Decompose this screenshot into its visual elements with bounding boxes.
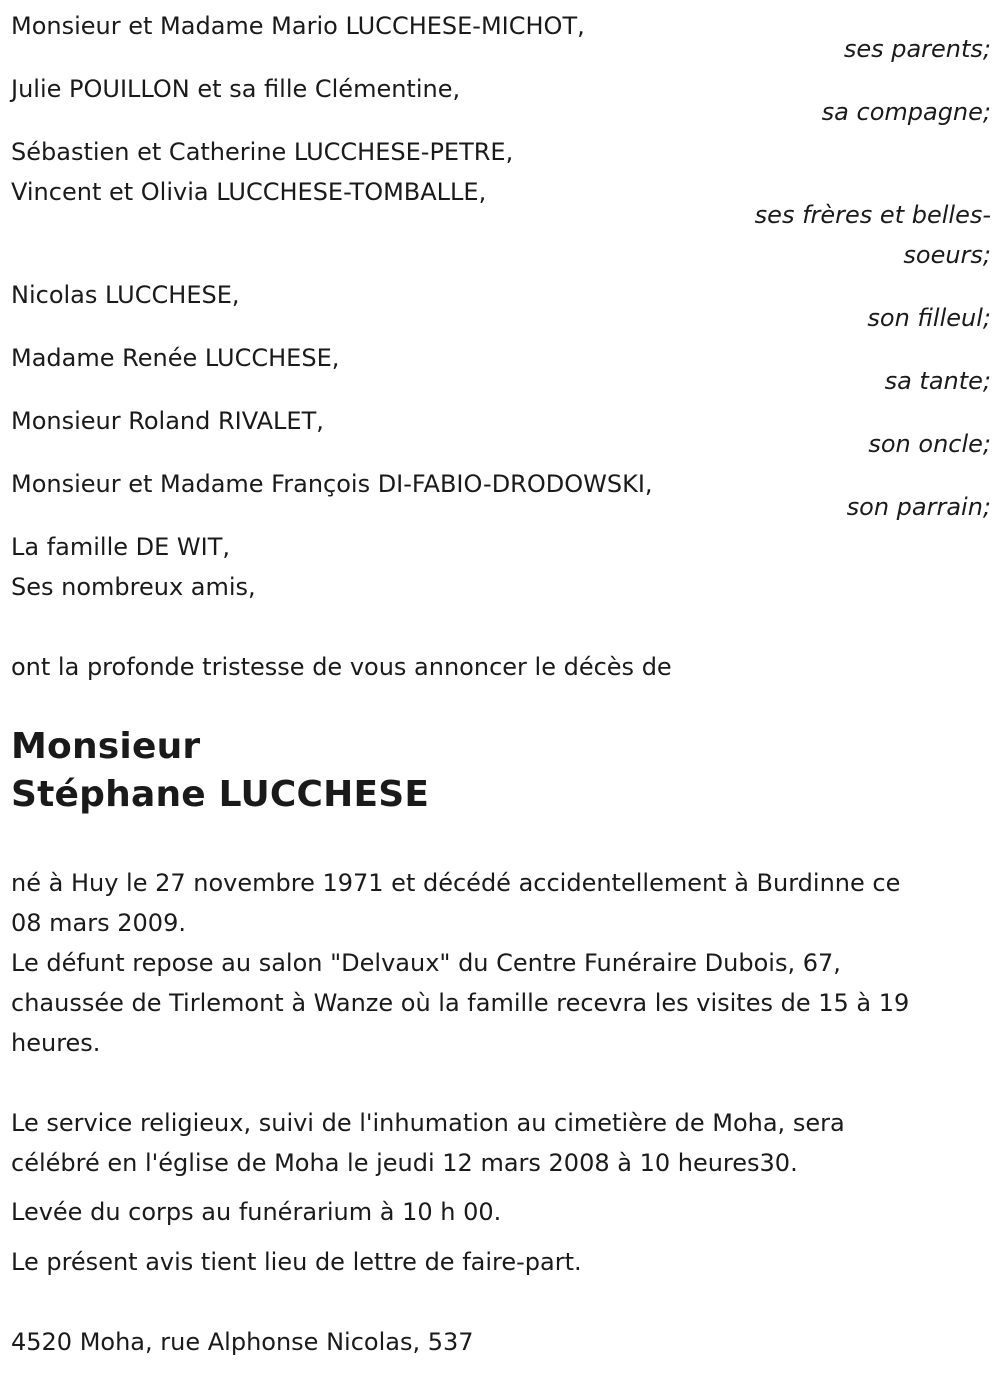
family-relation: sa tante;: [884, 367, 991, 395]
service-line: célébré en l'église de Moha le jeudi 12 mars 2008 à 10 heures30.: [11, 1149, 798, 1177]
family-relation: son parrain;: [846, 493, 991, 521]
family-name-line: La famille DE WIT,: [11, 533, 231, 561]
service-line: Le service religieux, suivi de l'inhumation au cimetière de Moha, sera: [11, 1109, 845, 1137]
rest-location-line: chaussée de Tirlemont à Wanze où la famille recevra les visites de 15 à 19: [11, 989, 910, 1017]
family-relation: son oncle;: [868, 430, 991, 458]
family-relation: soeurs;: [903, 241, 991, 269]
family-name-line: Madame Renée LUCCHESE,: [11, 344, 340, 372]
rest-location-line: heures.: [11, 1029, 101, 1057]
birth-death-line: né à Huy le 27 novembre 1971 et décédé accidentellement à Burdinne ce: [11, 869, 901, 897]
rest-location-line: Le défunt repose au salon "Delvaux" du Centre Funéraire Dubois, 67,: [11, 949, 841, 977]
family-name-line: Vincent et Olivia LUCCHESE-TOMBALLE,: [11, 178, 487, 206]
levee-line: Levée du corps au funérarium à 10 h 00.: [11, 1198, 502, 1226]
family-name-line: Monsieur Roland RIVALET,: [11, 407, 324, 435]
family-name-line: Julie POUILLON et sa fille Clémentine,: [11, 75, 461, 103]
deceased-title: Monsieur: [11, 726, 201, 767]
announcement-text: ont la profonde tristesse de vous annoncer le décès de: [11, 653, 672, 681]
family-relation: ses frères et belles-: [754, 201, 991, 229]
family-relation: son filleul;: [867, 304, 991, 332]
family-relation: ses parents;: [843, 35, 991, 63]
family-name-line: Ses nombreux amis,: [11, 573, 256, 601]
family-relation: sa compagne;: [821, 98, 991, 126]
family-name-line: Monsieur et Madame François DI-FABIO-DRODOWSKI,: [11, 470, 653, 498]
birth-death-line: 08 mars 2009.: [11, 909, 186, 937]
family-address: 4520 Moha, rue Alphonse Nicolas, 537: [11, 1328, 474, 1356]
deceased-name: Stéphane LUCCHESE: [11, 774, 430, 815]
family-name-line: Sébastien et Catherine LUCCHESE-PETRE,: [11, 138, 514, 166]
notice-line: Le présent avis tient lieu de lettre de faire-part.: [11, 1248, 582, 1276]
family-name-line: Nicolas LUCCHESE,: [11, 281, 240, 309]
family-name-line: Monsieur et Madame Mario LUCCHESE-MICHOT,: [11, 12, 585, 40]
